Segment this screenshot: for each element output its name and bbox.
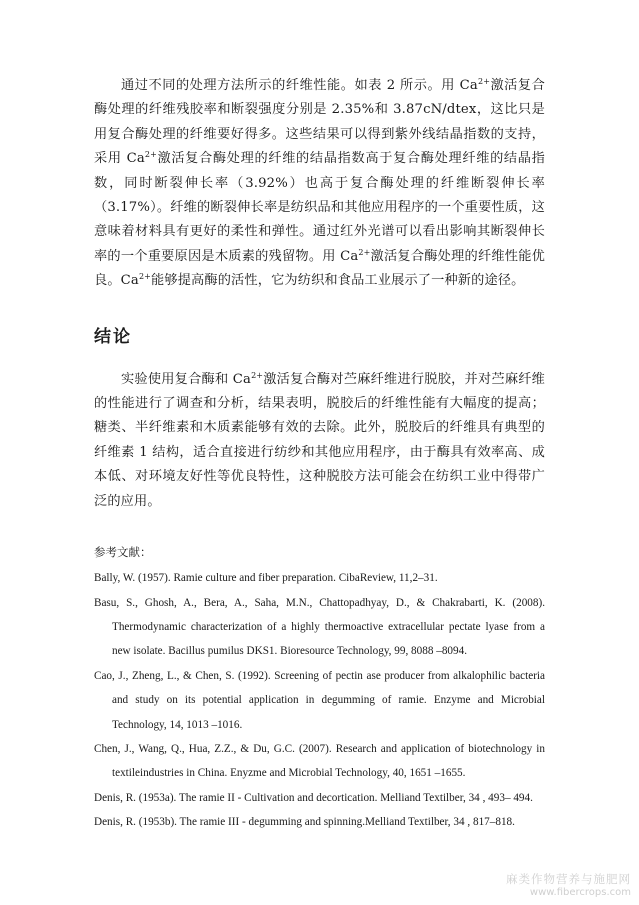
reference-item: Cao, J., Zheng, L., & Chen, S. (1992). Screening of pectin ase producer from alkalophilic bacteria and study on its potential application in degumming of ramie. Enzyme and Microbial Technology, 14, 1013 –1016. [94,669,545,731]
reference-item: Denis, R. (1953b). The ramie III - degumming and spinning.Melliand Textilber, 34 , 817–818. [94,816,515,829]
superscript: 2+ [477,77,491,86]
reference-item: Bally, W. (1957). Ramie culture and fiber preparation. CibaReview, 11,2–31. [94,572,438,585]
paragraph-text: 能够提高酶的活性，它为纺织和食品工业展示了一种新的途径。 [151,273,525,289]
paragraph-text: 激活复合酶处理的纤维性能优良。Ca [94,248,545,289]
watermark-url: www.fibercrops.com [529,887,631,898]
superscript: 2+ [144,150,157,160]
watermark-title: 麻类作物营养与施肥网 [506,872,631,886]
superscript: 2+ [251,370,264,380]
reference-list [94,566,545,834]
superscript: 2+ [138,272,152,282]
section-heading-conclusion: 结论 [94,326,132,347]
paragraph-text: 激活复合酶对苎麻纤维进行脱胶，并对苎麻纤维的性能进行了调查和分析，结果表明，脱胶后的纤维性能有大幅度的提高；糖类、半纤维素和木质素能够有效的去除。此外，脱胶后的纤维具有典型的纤维素 1 结构，适合直接进行纺纱和其他应用程序，由于酶具有效率高、成本低、对环境友好性等优良特性，这种脱胶方法可能会在纺织工业中得带广泛的应用。 [94,371,546,509]
paragraph-text: 实验使用复合酶和 Ca [121,371,252,387]
paragraph-text: 激活复合酶处理的纤维残胶率和断裂强度分别是 2.35%和 3.87cN/dtex，这比只是用复合酶处理的纤维要好得多。这些结果可以得到紫外线结晶指数的支持，采用 Ca [94,78,545,167]
site-watermark [506,873,631,899]
paragraph-text: 激活复合酶处理的纤维的结晶指数高于复合酶处理纤维的结晶指数，同时断裂伸长率（3.92%）也高于复合酶处理的纤维断裂伸长率（3.17%）。纤维的断裂伸长率是纺织品和其他应用程序的一个重要性质，这意味着材料具有更好的柔性和弹性。通过红外光谱可以看出影响其断裂伸长率的一个重要原因是木质素的残留物。用 Ca [94,151,545,264]
superscript: 2+ [358,247,371,257]
results-paragraph [94,74,545,294]
reference-item: Chen, J., Wang, Q., Hua, Z.Z., & Du, G.C. (2007). Research and application of biotechnology in textileindustries in China. Enyzme and Microbial Technology, 40, 1651 –1655. [94,742,545,780]
reference-item: Denis, R. (1953a). The ramie II - Cultivation and decortication. Melliand Textilber, 34 , 493– 494. [94,791,533,804]
paragraph-text: 通过不同的处理方法所示的纤维性能。如表 2 所示。用 Ca [121,78,478,93]
reference-item: Basu, S., Ghosh, A., Bera, A., Saha, M.N., Chattopadhyay, D., & Chakrabarti, K. (2008). Thermodynamic characterization of a highly thermoactive extracellular pectate lyase from a new isolate. Bacillus pumilus DKS1. Bioresource Technology, 99, 8088 –8094. [94,596,545,658]
references-title: 参考文献： [94,545,152,560]
conclusion-paragraph [94,368,545,514]
